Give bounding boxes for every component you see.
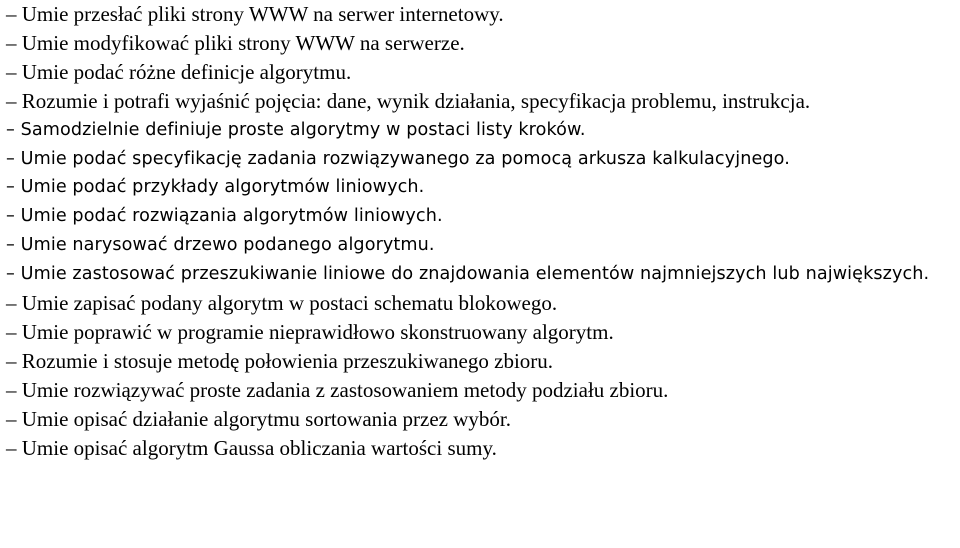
dash-bullet: – bbox=[6, 119, 15, 140]
competency-list bbox=[6, 0, 960, 463]
list-item-text: Umie rozwiązywać proste zadania z zastosowaniem metody podziału zbioru. bbox=[21, 377, 669, 402]
list-item-text: Umie opisać algorytm Gaussa obliczania wartości sumy. bbox=[21, 435, 497, 460]
list-item-text: Rozumie i potrafi wyjaśnić pojęcia: dane, wynik działania, specyfikacja problemu, instrukcja. bbox=[21, 88, 811, 113]
list-item-text: Umie narysować drzewo podanego algorytmu. bbox=[20, 235, 435, 256]
dash-bullet: – bbox=[6, 264, 15, 285]
list-item-text: Rozumie i stosuje metodę połowienia przeszukiwanego zbioru. bbox=[21, 348, 554, 373]
list-item-text: Umie przesłać pliki strony WWW na serwer internetowy. bbox=[21, 2, 504, 26]
list-item bbox=[6, 0, 960, 29]
list-item bbox=[6, 347, 960, 376]
list-item bbox=[6, 289, 960, 318]
list-item bbox=[6, 318, 960, 347]
list-item-text: Umie zapisać podany algorytm w postaci schematu blokowego. bbox=[21, 291, 558, 316]
dash-bullet: – bbox=[6, 435, 17, 460]
list-item bbox=[6, 145, 960, 174]
dash-bullet: – bbox=[6, 348, 17, 373]
dash-bullet: – bbox=[6, 377, 17, 402]
list-item-text: Umie podać przykłady algorytmów liniowych. bbox=[20, 177, 425, 198]
list-item-text: Umie podać różne definicje algorytmu. bbox=[21, 59, 352, 84]
dash-bullet: – bbox=[6, 88, 17, 113]
list-item-text: Samodzielnie definiuje proste algorytmy w postaci listy kroków. bbox=[20, 119, 586, 140]
list-item bbox=[6, 116, 960, 145]
dash-bullet: – bbox=[6, 59, 17, 84]
dash-bullet: – bbox=[6, 235, 15, 256]
list-item-text: Umie modyfikować pliki strony WWW na serwerze. bbox=[21, 30, 465, 55]
dash-bullet: – bbox=[6, 177, 15, 198]
dash-bullet: – bbox=[6, 406, 17, 431]
list-item-text: Umie podać rozwiązania algorytmów liniowych. bbox=[20, 206, 443, 227]
list-item bbox=[6, 434, 960, 463]
dash-bullet: – bbox=[6, 319, 17, 344]
list-item bbox=[6, 405, 960, 434]
list-item bbox=[6, 87, 960, 116]
dash-bullet: – bbox=[6, 206, 15, 227]
dash-bullet: – bbox=[6, 148, 15, 169]
list-item bbox=[6, 29, 960, 58]
list-item-text: Umie poprawić w programie nieprawidłowo skonstruowany algorytm. bbox=[21, 319, 614, 344]
list-item bbox=[6, 260, 960, 289]
list-item bbox=[6, 202, 960, 231]
list-item bbox=[6, 58, 960, 87]
dash-bullet: – bbox=[6, 2, 17, 26]
list-item bbox=[6, 173, 960, 202]
list-item-text: Umie podać specyfikację zadania rozwiązywanego za pomocą arkusza kalkulacyjnego. bbox=[20, 148, 790, 169]
list-item-text: Umie opisać działanie algorytmu sortowania przez wybór. bbox=[21, 406, 512, 431]
list-item bbox=[6, 231, 960, 260]
dash-bullet: – bbox=[6, 30, 17, 55]
list-item-text: Umie zastosować przeszukiwanie liniowe do znajdowania elementów najmniejszych lub największych. bbox=[20, 264, 930, 285]
dash-bullet: – bbox=[6, 291, 17, 316]
list-item bbox=[6, 376, 960, 405]
